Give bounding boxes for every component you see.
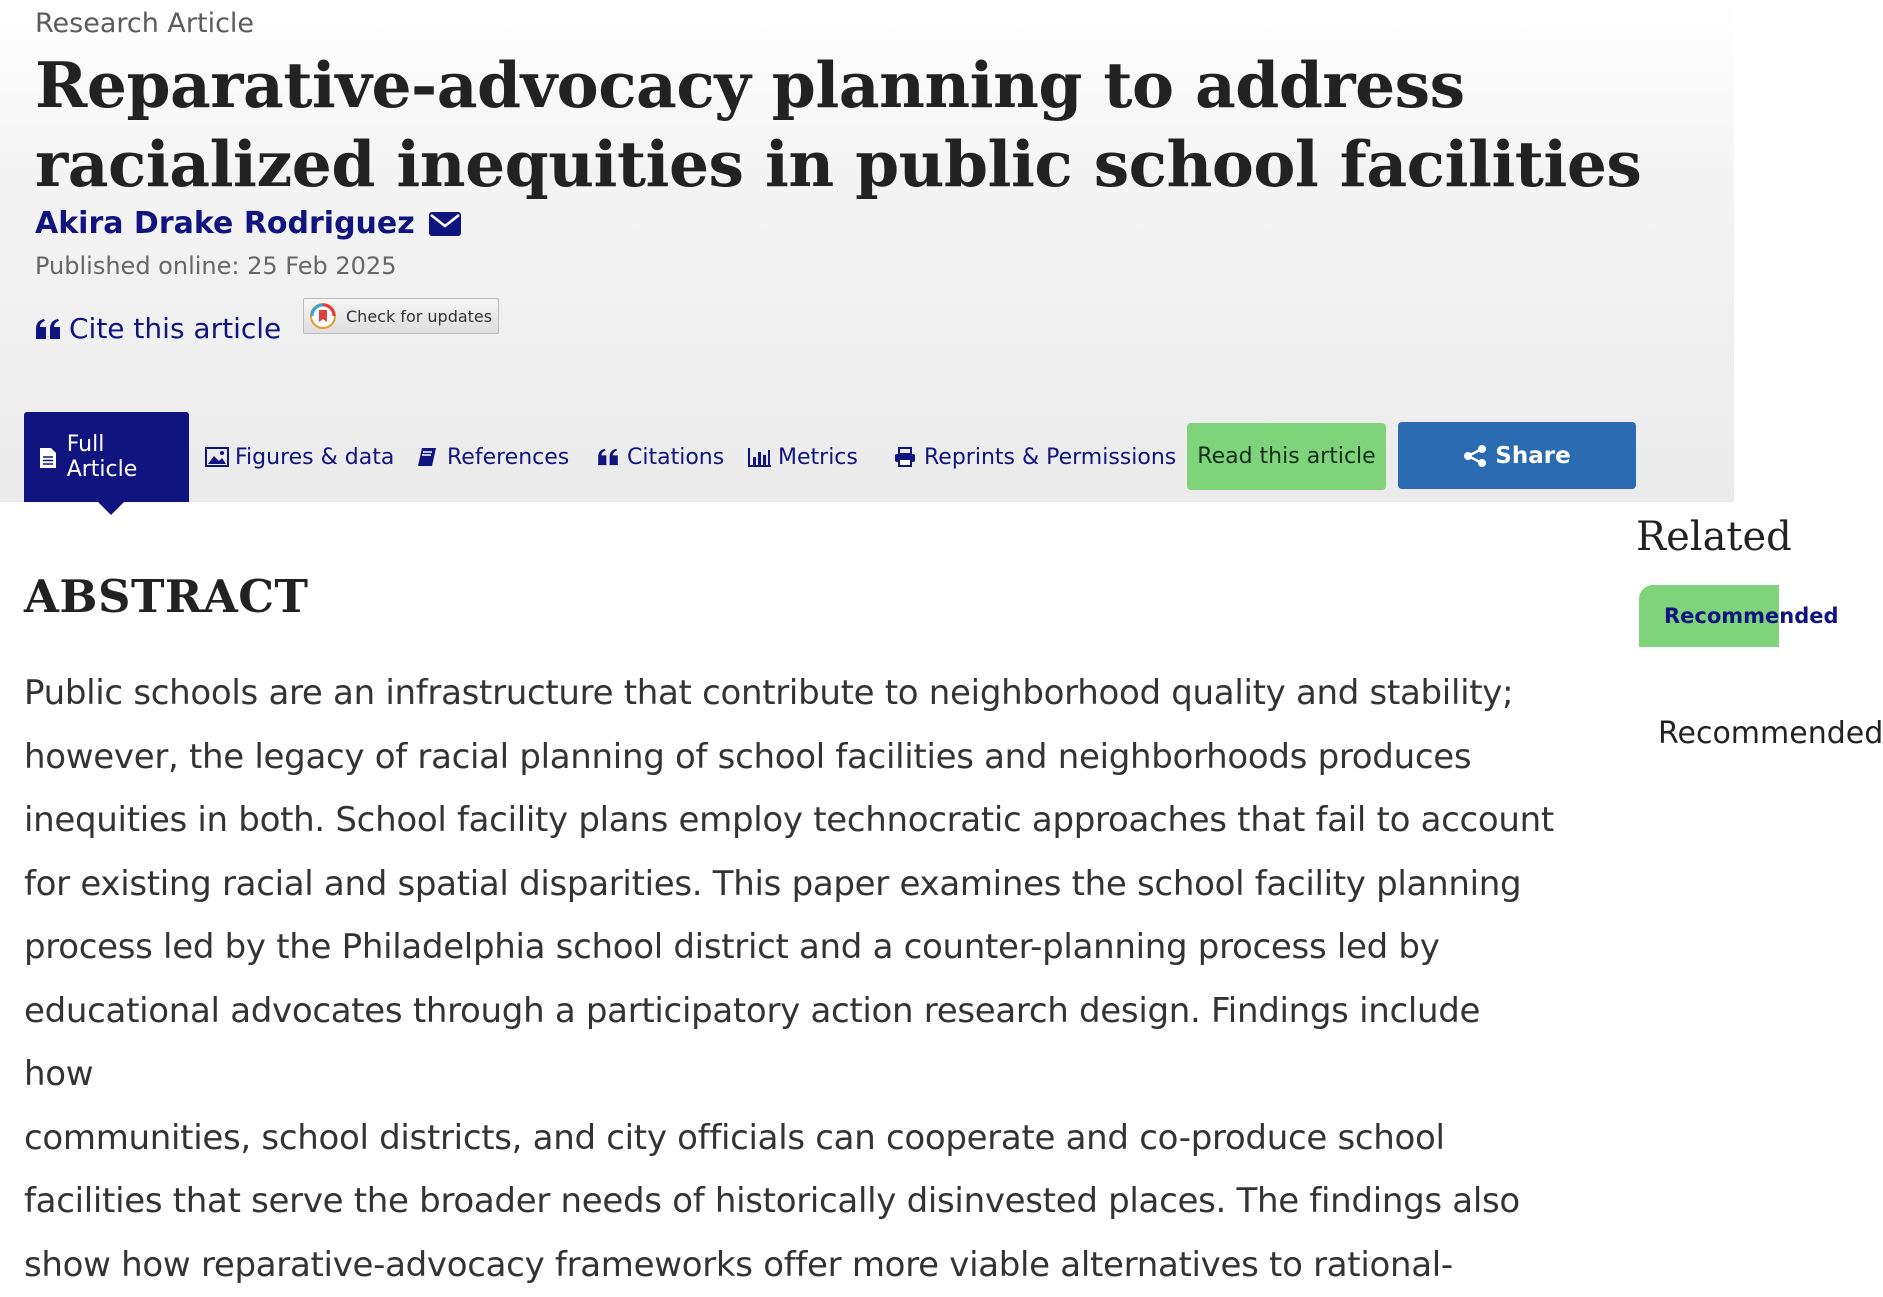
publish-date: Published online: 25 Feb 2025: [35, 252, 396, 280]
recommended-tab[interactable]: Recommended: [1639, 585, 1779, 647]
recommended-text: Recommended: [1658, 716, 1883, 751]
author-row: [35, 206, 461, 241]
article-type: Research Article: [35, 8, 254, 39]
image-icon: [205, 447, 227, 467]
share-label: Share: [1495, 443, 1570, 469]
document-icon: [38, 447, 59, 467]
tab-figures-data[interactable]: [205, 412, 394, 502]
tab-full-article[interactable]: [24, 412, 189, 502]
check-for-updates-button[interactable]: [303, 298, 499, 334]
quote-icon: [597, 447, 619, 467]
envelope-icon[interactable]: [429, 212, 461, 236]
cite-article-link[interactable]: [35, 312, 281, 345]
abstract-text: [24, 662, 1554, 1297]
read-this-article-button[interactable]: Read this article: [1187, 423, 1386, 490]
tab-full-article-label: Full Article: [67, 432, 175, 482]
bar-chart-icon: [748, 447, 770, 467]
abstract-line: for existing racial and spatial disparities. This paper examines the school facility planning: [24, 853, 1554, 917]
printer-icon: [894, 447, 916, 467]
abstract-line: educational advocates through a participatory action research design. Findings include how: [24, 980, 1554, 1107]
tab-references[interactable]: [417, 412, 569, 502]
tab-references-label: References: [447, 445, 569, 470]
tab-metrics[interactable]: [748, 412, 858, 502]
tab-reprints-permissions[interactable]: [894, 412, 1176, 502]
tab-reprints-label: Reprints & Permissions: [924, 445, 1176, 470]
share-icon: [1463, 444, 1487, 468]
book-icon: [417, 447, 439, 467]
crossmark-icon: [310, 303, 336, 329]
abstract-line: show how reparative-advocacy frameworks offer more viable alternatives to rational-: [24, 1234, 1554, 1297]
tab-figures-data-label: Figures & data: [235, 445, 394, 470]
share-button[interactable]: [1398, 422, 1636, 489]
author-link[interactable]: Akira Drake Rodriguez: [35, 206, 415, 241]
quote-icon: [35, 318, 61, 340]
abstract-heading: ABSTRACT: [24, 570, 309, 623]
abstract-line: however, the legacy of racial planning of school facilities and neighborhoods produces: [24, 726, 1554, 790]
tab-citations-label: Citations: [627, 445, 724, 470]
article-title: Reparative-advocacy planning to address racialized inequities in public school facilities: [35, 46, 1715, 204]
abstract-line: process led by the Philadelphia school district and a counter-planning process led by: [24, 916, 1554, 980]
abstract-line: communities, school districts, and city officials can cooperate and co-produce school: [24, 1107, 1554, 1171]
abstract-line: facilities that serve the broader needs of historically disinvested places. The findings also: [24, 1170, 1554, 1234]
check-for-updates-label: Check for updates: [346, 307, 492, 326]
abstract-line: Public schools are an infrastructure that contribute to neighborhood quality and stability;: [24, 662, 1554, 726]
tab-metrics-label: Metrics: [778, 445, 858, 470]
cite-label: Cite this article: [69, 312, 281, 345]
abstract-line: inequities in both. School facility plans employ technocratic approaches that fail to account: [24, 789, 1554, 853]
tab-citations[interactable]: [597, 412, 724, 502]
related-heading: Related: [1636, 514, 1792, 560]
